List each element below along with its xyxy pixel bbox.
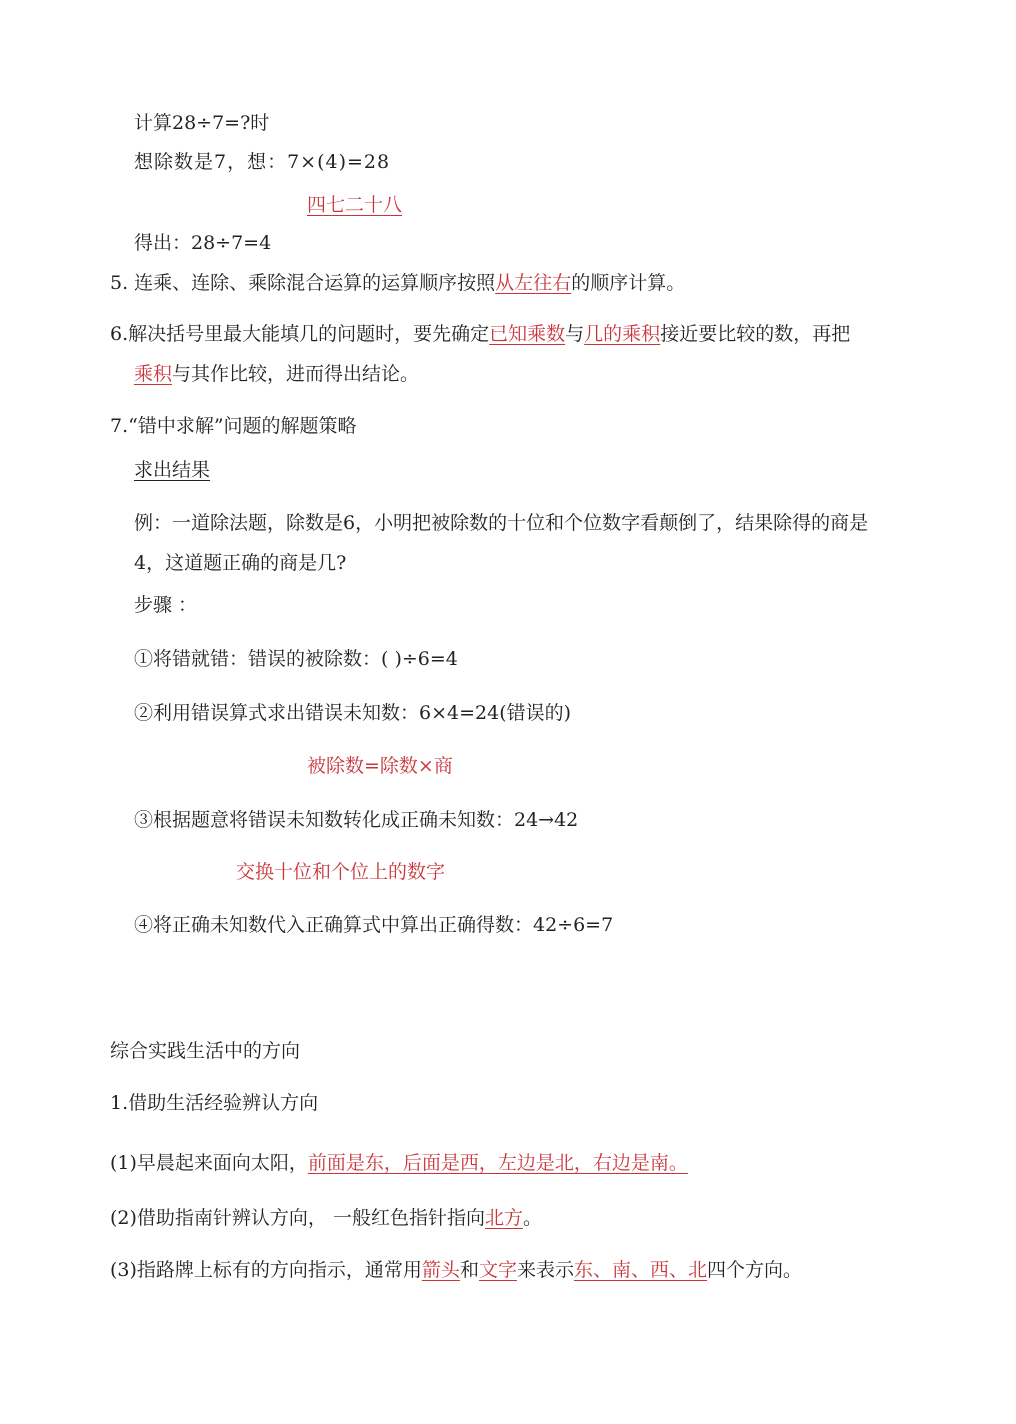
item-7-subtitle: 求出结果 bbox=[134, 459, 211, 481]
calc-line-2: 想除数是7，想：7×(4)=28 bbox=[134, 151, 391, 173]
section-2-sub-3 bbox=[110, 1257, 802, 1283]
calc-line-3: 四七二十八 bbox=[307, 194, 403, 216]
item-7-example-line-2: 4，这道题正确的商是几? bbox=[134, 552, 347, 574]
item-5-prefix: 5. 连乘、连除、乘除混合运算的运算顺序按照 bbox=[110, 272, 496, 294]
section-2-sub-2-prefix: (2)借助指南针辨认方向， 一般红色指针指向 bbox=[110, 1207, 485, 1229]
section-2-sub-3-highlight-2: 文字 bbox=[478, 1259, 517, 1281]
item-7-title: 7.“错中求解”问题的解题策略 bbox=[110, 415, 357, 437]
item-5-highlight: 从左往右 bbox=[495, 272, 572, 294]
item-7-step-4: ④将正确未知数代入正确算式中算出正确得数：42÷6=7 bbox=[134, 914, 614, 936]
section-2-item-1: 1.借助生活经验辨认方向 bbox=[110, 1092, 319, 1114]
item-7-steps-label: 步骤 ： bbox=[134, 594, 198, 616]
item-6-suffix: 与其作比较，进而得出结论。 bbox=[172, 363, 420, 385]
section-2-sub-3-highlight-3: 东、南、西、北 bbox=[573, 1259, 707, 1281]
section-2-sub-3-mid-1: 和 bbox=[459, 1259, 479, 1281]
calc-line-1: 计算28÷7=?时 bbox=[134, 112, 270, 134]
item-7-note-3: 交换十位和个位上的数字 bbox=[236, 861, 446, 883]
item-6-prefix: 6.解决括号里最大能填几的问题时，要先确定 bbox=[110, 323, 490, 345]
section-2-title: 综合实践生活中的方向 bbox=[110, 1040, 301, 1062]
item-6-mid-2: 接近要比较的数，再把 bbox=[660, 323, 851, 345]
item-6-highlight-3: 乘积 bbox=[134, 363, 173, 385]
section-2-sub-3-highlight-1: 箭头 bbox=[421, 1259, 460, 1281]
item-7-step-2: ②利用错误算式求出错误未知数：6×4=24(错误的) bbox=[134, 702, 572, 724]
section-2-sub-2 bbox=[110, 1205, 542, 1231]
item-6-highlight-1: 已知乘数 bbox=[489, 323, 566, 345]
item-5-suffix: 的顺序计算。 bbox=[571, 272, 686, 294]
item-6-mid-1: 与 bbox=[565, 323, 585, 345]
item-5 bbox=[110, 270, 685, 296]
section-2-sub-3-mid-2: 来表示 bbox=[516, 1259, 574, 1281]
section-2-sub-2-highlight: 北方 bbox=[484, 1207, 523, 1229]
item-7-step-3: ③根据题意将错误未知数转化成正确未知数：24→42 bbox=[134, 809, 579, 831]
item-7-note-2: 被除数=除数×商 bbox=[307, 755, 453, 777]
section-2-sub-1-highlight: 前面是东，后面是西，左边是北，右边是南。 bbox=[307, 1152, 688, 1174]
section-2-sub-1 bbox=[110, 1150, 688, 1176]
section-2-sub-2-suffix: 。 bbox=[522, 1207, 542, 1229]
calc-line-4: 得出：28÷7=4 bbox=[134, 232, 272, 254]
item-6-highlight-2: 几的乘积 bbox=[584, 323, 661, 345]
section-2-sub-1-prefix: (1)早晨起来面向太阳， bbox=[110, 1152, 308, 1174]
item-6-line-1 bbox=[110, 321, 850, 347]
item-7-example-line-1: 例：一道除法题，除数是6，小明把被除数的十位和个位数字看颠倒了，结果除得的商是 bbox=[134, 512, 869, 534]
section-2-sub-3-prefix: (3)指路牌上标有的方向指示，通常用 bbox=[110, 1259, 422, 1281]
item-7-step-1: ①将错就错：错误的被除数：( )÷6=4 bbox=[134, 648, 458, 670]
item-6-line-2 bbox=[134, 361, 419, 387]
section-2-sub-3-suffix: 四个方向。 bbox=[707, 1259, 803, 1281]
